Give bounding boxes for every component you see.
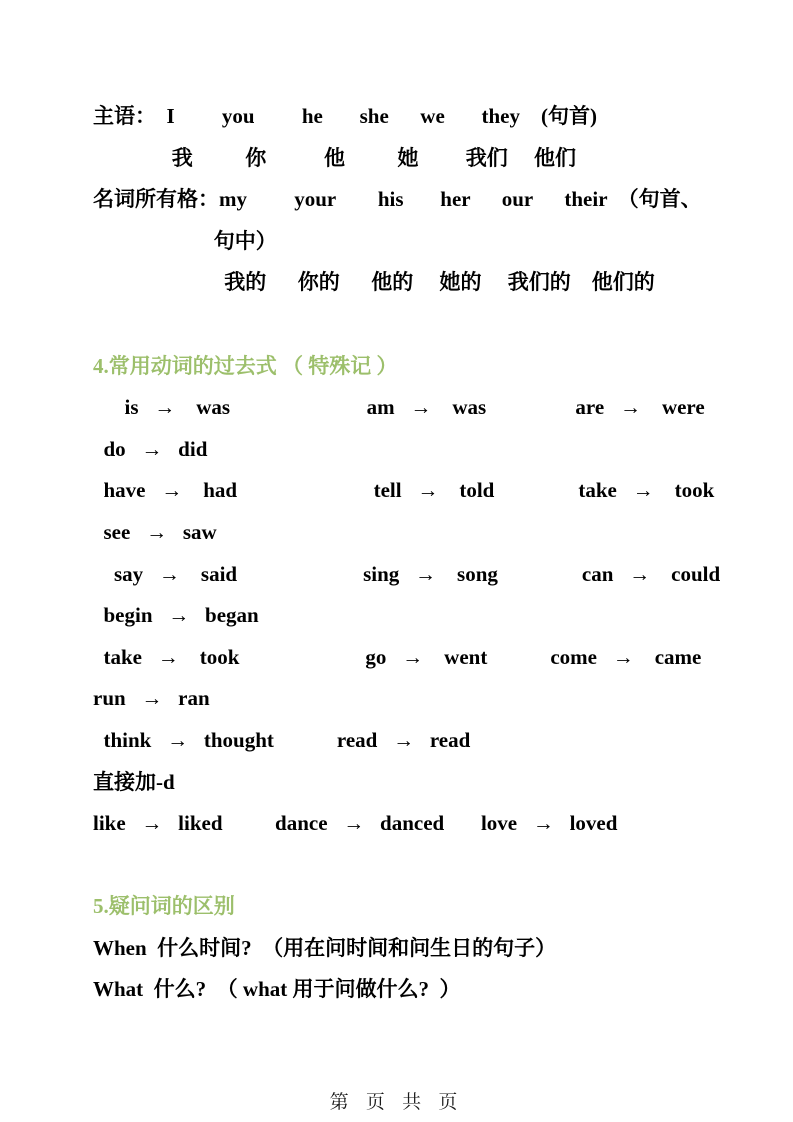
- subject-pronouns-chinese-line: 我 你 他 她 我们 他们: [93, 145, 576, 170]
- verb-row-have-tell-take: have → had tell → told take → took: [93, 478, 715, 503]
- section-5-heading: 5.疑问词的区别: [93, 894, 235, 919]
- verb-row-see: see → saw: [93, 519, 217, 544]
- add-d-rule-line: 直接加-d: [93, 769, 175, 794]
- verb-row-begin: begin → began: [93, 603, 259, 628]
- verb-row-think-read: think → thought read → read: [93, 727, 471, 752]
- verb-row-do: do → did: [93, 436, 208, 461]
- blank-line: [93, 845, 753, 887]
- question-word-what-line: What 什么? （ what 用于问做什么? ）: [93, 977, 461, 1002]
- blank-line: [93, 304, 753, 346]
- verb-row-like-dance-love: like → liked dance → danced love → loved: [93, 811, 618, 836]
- subject-pronouns-line: 主语： I you he she we they (句首): [93, 104, 597, 128]
- section-4-heading: 4.常用动词的过去式 （ 特殊记 ）: [93, 353, 398, 378]
- verb-row-is-am-are: is → was am → was are → were: [93, 395, 705, 420]
- possessives-chinese-line: 我的 你的 他的 她的 我们的 他们的: [93, 270, 655, 295]
- possessives-wrap-line: 句中）: [93, 228, 277, 253]
- verb-row-say-sing-can: say → said sing → song can → could: [93, 561, 721, 586]
- question-word-when-line: When 什么时间? （用在问时间和问生日的句子）: [93, 935, 557, 960]
- page-footer: 第 页 共 页: [329, 1092, 464, 1113]
- verb-row-take-go-come: take → took go → went come → came: [93, 644, 702, 669]
- verb-row-run: run → ran: [93, 686, 210, 711]
- possessives-line: 名词所有格：my your his her our their （句首、: [93, 187, 702, 212]
